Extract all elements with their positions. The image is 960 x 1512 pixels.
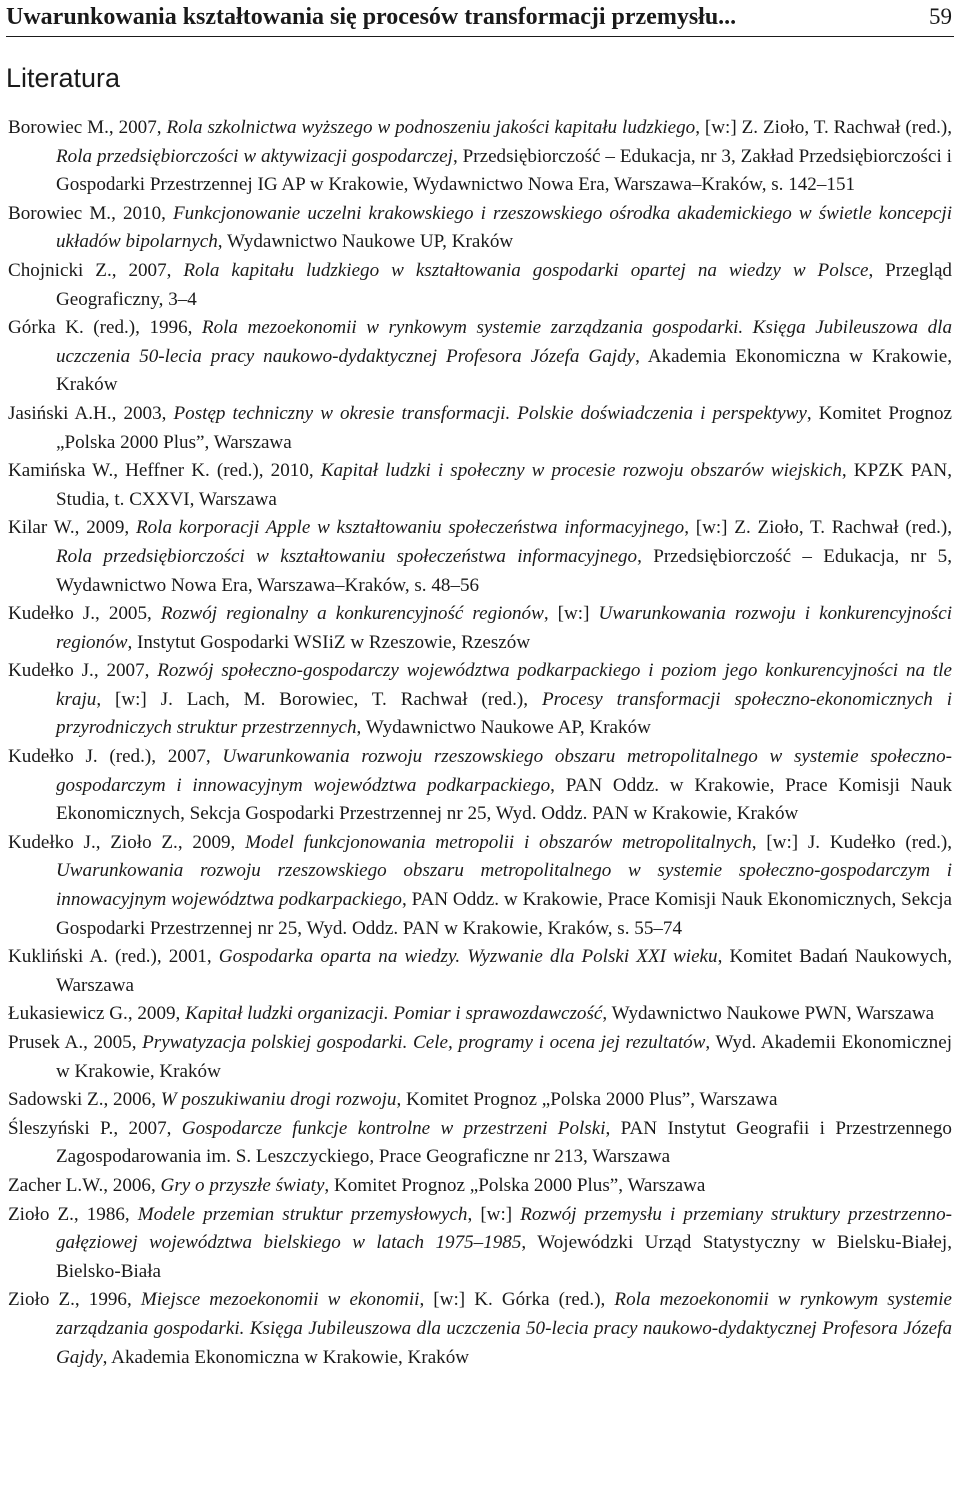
reference-text: , Przedsiębiorczość – Edukacja, nr 3, Zakład Przedsiębiorczości i Gospodarki Przestrzennej IG AP w Krakowie, Wydawnictwo Nowa Era, Warszawa–Kraków, s. 142–151	[56, 145, 952, 196]
reference-text: , Wojewódzki Urząd Statystyczny w Bielsku-Białej, Bielsko-Biała	[56, 1232, 952, 1282]
running-header	[6, 0, 954, 37]
reference-title-italic: Gospodarka oparta na wiedzy. Wyzwanie dla Polski XXI wieku	[218, 946, 718, 968]
reference-entry	[8, 600, 952, 657]
reference-title-italic: Rola mezoekonomii w rynkowym systemie zarządzania gospodarki. Księga Jubileuszowa dla uczczenia 50-lecia pracy naukowo-dydaktycznej Profesora Józefa Gajdy	[56, 1289, 952, 1368]
reference-text: Kudełko J., 2007,	[8, 660, 158, 682]
reference-text: Kudełko J. (red.), 2007,	[8, 746, 223, 768]
reference-entry	[8, 314, 952, 400]
reference-list	[8, 114, 952, 1372]
reference-text: , PAN Oddz. w Krakowie, Prace Komisji Nauk Ekonomicznych, Sekcja Gospodarki Przestrzennej nr 25, Wyd. Oddz. PAN w Krakowie, Kraków	[56, 774, 952, 825]
reference-entry	[8, 829, 952, 943]
reference-text: Kudełko J., Zioło Z., 2009,	[8, 831, 246, 853]
reference-text: , Komitet Prognoz „Polska 2000 Plus”, Warszawa	[56, 402, 952, 453]
reference-text: , Akademia Ekonomiczna w Krakowie, Kraków	[102, 1346, 470, 1368]
reference-entry	[8, 1201, 952, 1287]
reference-text: Sadowski Z., 2006,	[8, 1089, 161, 1111]
reference-text: Borowiec M., 2010,	[8, 202, 174, 224]
reference-text: Prusek A., 2005,	[8, 1032, 143, 1053]
reference-text: , PAN Oddz. w Krakowie, Prace Komisji Nauk Ekonomicznych, Sekcja Gospodarki Przestrzennej nr 25, Wyd. Oddz. PAN w Krakowie, Kraków, s. 55–74	[56, 889, 952, 939]
section-title: Literatura	[6, 63, 121, 93]
page-number: 59	[929, 4, 952, 29]
reference-entry	[8, 200, 952, 257]
reference-title-italic: Rola przedsiębiorczości w aktywizacji gospodarczej	[56, 145, 453, 167]
reference-entry	[8, 257, 952, 314]
reference-title-italic: Rola szkolnictwa wyższego w podnoszeniu jakości kapitału ludzkiego	[166, 117, 696, 138]
reference-text: Kamińska W., Heffner K. (red.), 2010,	[8, 460, 321, 482]
reference-text: Zioło Z., 1996,	[8, 1289, 141, 1311]
reference-text: Zioło Z., 1986,	[8, 1203, 138, 1225]
reference-text: Kudełko J., 2005,	[8, 603, 161, 625]
reference-entry	[8, 1172, 952, 1201]
reference-title-italic: Uwarunkowania rozwoju rzeszowskiego obszaru metropolitalnego w systemie społeczno-gospodarczym i innowacyjnym województwa podkarpackiego	[56, 860, 952, 911]
reference-text: , [w:] K. Górka (red.),	[419, 1289, 615, 1311]
reference-title-italic: W poszukiwaniu drogi rozwoju	[160, 1089, 397, 1111]
reference-title-italic: Modele przemian struktur przemysłowych	[137, 1203, 468, 1225]
reference-title-italic: Procesy transformacji społeczno-ekonomicznych i przyrodniczych struktur przestrzennych	[56, 688, 952, 739]
reference-title-italic: Gospodarcze funkcje kontrolne w przestrzeni Polski	[181, 1117, 606, 1139]
reference-text: Śleszyński P., 2007,	[8, 1117, 182, 1139]
reference-title-italic: Uwarunkowania rozwoju i konkurencyjności regionów	[56, 603, 952, 653]
reference-text: Kukliński A. (red.), 2001,	[8, 946, 219, 968]
reference-entry	[8, 114, 952, 200]
reference-title-italic: Kapitał ludzki organizacji. Pomiar i sprawozdawczość	[185, 1003, 603, 1025]
reference-entry	[8, 1000, 952, 1029]
reference-text: , Wydawnictwo Naukowe AP, Kraków	[356, 717, 651, 739]
reference-text: Jasiński A.H., 2003,	[8, 402, 174, 424]
reference-text: , PAN Instytut Geografii i Przestrzennego Zagospodarowania im. S. Leszczyckiego, Prace Geograficzne nr 213, Warszawa	[56, 1117, 952, 1168]
reference-text: , [w:]	[543, 603, 599, 625]
reference-entry	[8, 1029, 952, 1086]
reference-text: Łukasiewicz G., 2009,	[8, 1003, 186, 1025]
reference-entry	[8, 1115, 952, 1172]
reference-text: , [w:] Z. Zioło, T. Rachwał (red.),	[695, 117, 952, 138]
reference-text: Borowiec M., 2007,	[8, 117, 167, 138]
reference-text: , Wydawnictwo Naukowe UP, Kraków	[217, 231, 514, 253]
reference-title-italic: Rola przedsiębiorczości w kształtowaniu społeczeństwa informacyjnego	[56, 545, 638, 567]
reference-text: Chojnicki Z., 2007,	[8, 259, 184, 281]
reference-entry	[8, 457, 952, 514]
reference-text: , Wyd. Akademii Ekonomicznej w Krakowie, Kraków	[56, 1032, 952, 1082]
reference-text: , Przegląd Geograficzny, 3–4	[56, 259, 952, 310]
reference-entry	[8, 743, 952, 829]
reference-title-italic: Rola mezoekonomii w rynkowym systemie zarządzania gospodarki. Księga Jubileuszowa dla uczczenia 50-lecia pracy naukowo-dydaktycznej Profesora Józefa Gajdy	[56, 317, 952, 367]
reference-text: , [w:]	[467, 1203, 521, 1225]
reference-text: Zacher L.W., 2006,	[8, 1174, 161, 1196]
reference-text: , Instytut Gospodarki WSIiZ w Rzeszowie, Rzeszów	[127, 631, 531, 653]
reference-title-italic: Rozwój przemysłu i przemiany struktury przestrzenno-gałęziowej województwa bielskiego w latach 1975–1985	[56, 1203, 953, 1254]
reference-title-italic: Rozwój regionalny a konkurencyjność regionów	[160, 603, 544, 625]
reference-title-italic: Rozwój społeczno-gospodarczy województwa podkarpackiego i poziom jego konkurencyjności na tle kraju	[56, 660, 952, 710]
reference-entry	[8, 1086, 952, 1115]
reference-text: Kilar W., 2009,	[8, 517, 136, 539]
reference-title-italic: Kapitał ludzki i społeczny w procesie rozwoju obszarów wiejskich	[320, 460, 842, 482]
reference-text: , Akademia Ekonomiczna w Krakowie, Kraków	[56, 345, 952, 396]
reference-text: , [w:] J. Kudełko (red.),	[751, 831, 953, 853]
reference-text: , Komitet Badań Naukowych, Warszawa	[56, 946, 953, 996]
reference-entry	[8, 943, 952, 1000]
reference-text: , [w:] Z. Zioło, T. Rachwał (red.),	[684, 517, 953, 539]
reference-entry	[8, 400, 952, 457]
reference-title-italic: Rola kapitału ludzkiego w kształtowania gospodarki opartej na wiedzy w Polsce	[183, 259, 869, 281]
reference-title-italic: Prywatyzacja polskiej gospodarki. Cele, programy i ocena jej rezultatów	[142, 1032, 706, 1053]
reference-text: , Wydawnictwo Naukowe PWN, Warszawa	[602, 1003, 935, 1025]
reference-entry	[8, 514, 952, 600]
reference-text: , Komitet Prognoz „Polska 2000 Plus”, Warszawa	[396, 1089, 778, 1111]
reference-text: Górka K. (red.), 1996,	[8, 317, 202, 339]
reference-entry	[8, 657, 952, 743]
reference-title-italic: Postęp techniczny w okresie transformacji. Polskie doświadczenia i perspektywy	[173, 402, 807, 424]
reference-title-italic: Gry o przyszłe światy	[160, 1174, 325, 1196]
reference-title-italic: Rola korporacji Apple w kształtowaniu społeczeństwa informacyjnego	[135, 517, 685, 539]
reference-entry	[8, 1286, 952, 1372]
reference-title-italic: Model funkcjonowania metropolii i obszarów metropolitalnych	[245, 831, 752, 853]
reference-text: , KPZK PAN, Studia, t. CXXVI, Warszawa	[56, 460, 952, 510]
reference-text: , [w:] J. Lach, M. Borowiec, T. Rachwał (red.),	[96, 688, 542, 710]
reference-text: , Komitet Prognoz „Polska 2000 Plus”, Warszawa	[324, 1174, 706, 1196]
reference-text: , Przedsiębiorczość – Edukacja, nr 5, Wydawnictwo Nowa Era, Warszawa–Kraków, s. 48–56	[56, 545, 953, 596]
reference-title-italic: Funkcjonowanie uczelni krakowskiego i rzeszowskiego ośrodka akademickiego w świetle koncepcji układów bipolarnych	[56, 202, 953, 253]
running-title: Uwarunkowania kształtowania się procesów transformacji przemysłu...	[6, 4, 737, 30]
reference-title-italic: Miejsce mezoekonomii w ekonomii	[140, 1289, 420, 1311]
reference-title-italic: Uwarunkowania rozwoju rzeszowskiego obszaru metropolitalnego w systemie społeczno-gospodarczym i innowacyjnym województwa podkarpackiego	[56, 746, 952, 796]
